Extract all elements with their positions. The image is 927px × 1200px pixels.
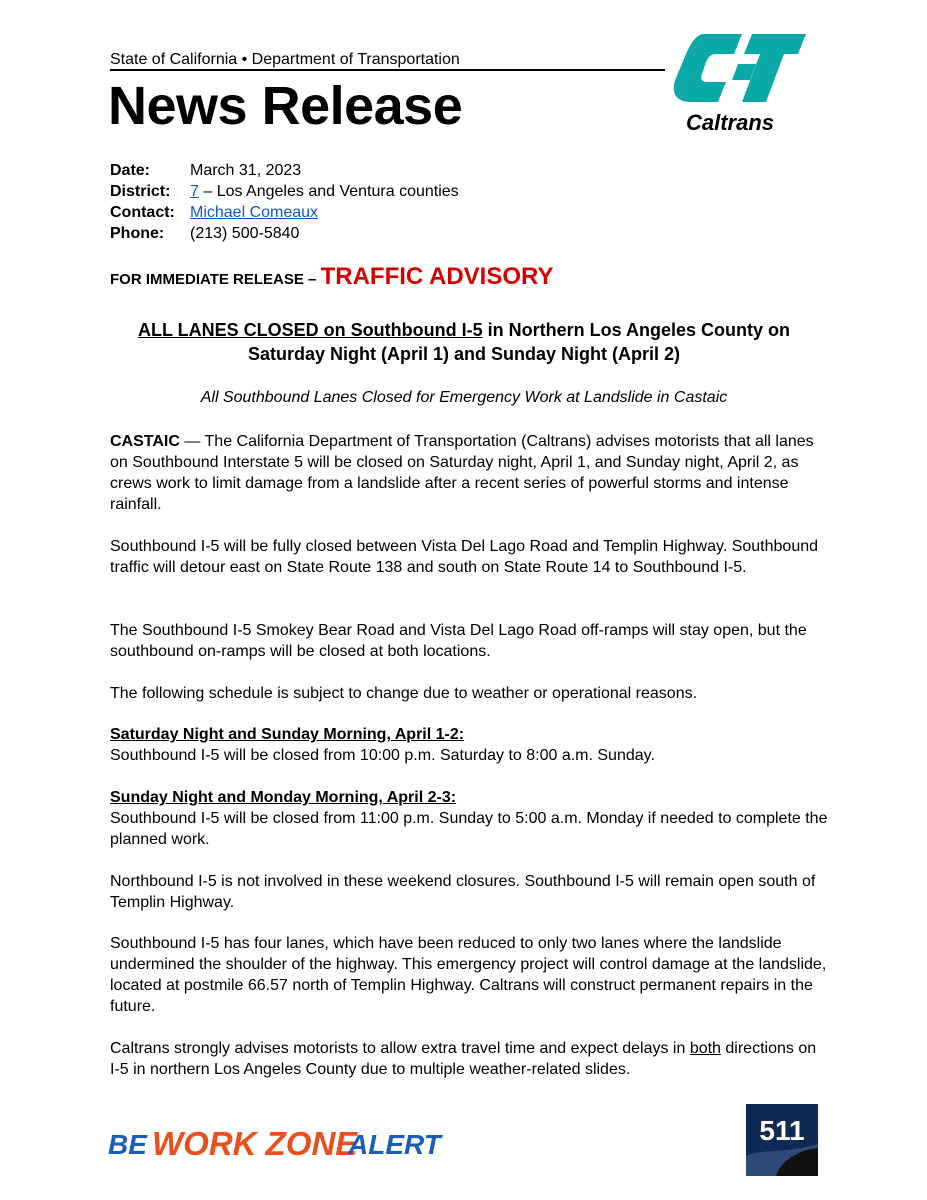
- ct-mark-icon: [674, 34, 806, 102]
- badge-511-text: 511: [759, 1115, 805, 1146]
- caltrans-logo: [672, 28, 812, 138]
- contact-row: [110, 202, 459, 223]
- contact-label: Contact:: [110, 204, 175, 221]
- paragraph-detour: Southbound I-5 will be fully closed between Vista Del Lago Road and Templin Highway. Southbound traffic will detour east on State Route 138 and south on State Route 14 to Southbound I-5.: [110, 538, 819, 576]
- banner-be: BE: [108, 1129, 147, 1160]
- district-link[interactable]: 7: [190, 183, 199, 200]
- release-line: [110, 263, 553, 291]
- advisory-text-a: Caltrans strongly advises motorists to allow extra travel time and expect delays in: [110, 1040, 690, 1057]
- headline-rest: in Northern Los Angeles County on Saturday Night (April 1) and Sunday Night (April 2): [247, 320, 790, 364]
- date-value: March 31, 2023: [190, 162, 302, 179]
- schedule-block-1: [110, 724, 830, 766]
- paragraph-ramps: The Southbound I-5 Smokey Bear Road and Vista Del Lago Road off-ramps will stay open, but the southbound on-ramps will be closed at both locations.: [110, 622, 807, 660]
- header-divider: [110, 69, 665, 71]
- schedule-1-title: Saturday Night and Sunday Morning, April 1-2:: [110, 726, 465, 743]
- paragraph-intro: [110, 431, 830, 515]
- schedule-block-2: [110, 787, 830, 850]
- district-label: District:: [110, 183, 171, 200]
- headline-underlined: ALL LANES CLOSED on Southbound I-5: [138, 320, 483, 340]
- paragraph-advisory: [110, 1038, 830, 1080]
- badge-511-icon: [746, 1104, 818, 1176]
- work-zone-alert-banner: [108, 1122, 448, 1162]
- district-description: – Los Angeles and Ventura counties: [198, 183, 459, 200]
- release-meta: [110, 160, 459, 244]
- advisory-text-both: both: [689, 1040, 721, 1057]
- phone-value: (213) 500-5840: [190, 225, 300, 242]
- paragraph-schedule-note: The following schedule is subject to change due to weather or operational reasons.: [110, 685, 698, 702]
- intro-text: — The California Department of Transportation (Caltrans) advises motorists that all lanes on Southbound Interstate 5 will be closed on Saturday night, April 1, and Sunday night, April 2, as crews work to limit damage from a landslide after a recent series of powerful storms and intense rainfall.: [110, 433, 814, 513]
- district-row: [110, 181, 459, 202]
- schedule-2-text: Southbound I-5 will be closed from 11:00 p.m. Sunday to 5:00 a.m. Monday if needed to complete the planned work.: [110, 810, 828, 848]
- banner-work-zone: WORK ZONE: [152, 1125, 358, 1162]
- banner-alert: ALERT: [348, 1129, 441, 1160]
- traffic-advisory-label: TRAFFIC ADVISORY: [320, 263, 554, 290]
- paragraph-lanes: Southbound I-5 has four lanes, which have been reduced to only two lanes where the landslide undermined the shoulder of the highway. This emergency project will control damage at the landslide, located at postmile 66.57 north of Templin Highway. Caltrans will construct permanent repairs in the future.: [110, 935, 827, 1015]
- phone-row: [110, 223, 459, 244]
- immediate-release-label: FOR IMMEDIATE RELEASE –: [110, 271, 321, 288]
- headline: [110, 318, 818, 366]
- caltrans-wordmark: Caltrans: [686, 110, 775, 135]
- schedule-2-title: Sunday Night and Monday Morning, April 2-3:: [110, 789, 457, 806]
- contact-link[interactable]: Michael Comeaux: [190, 204, 319, 221]
- paragraph-northbound: Northbound I-5 is not involved in these weekend closures. Southbound I-5 will remain open south of Templin Highway.: [110, 873, 816, 911]
- subheadline: All Southbound Lanes Closed for Emergency Work at Landslide in Castaic: [200, 389, 728, 406]
- page-title: News Release: [108, 76, 463, 136]
- agency-line: State of California • Department of Transportation: [110, 51, 460, 68]
- phone-label: Phone:: [110, 225, 165, 242]
- date-row: [110, 160, 459, 181]
- schedule-1-text: Southbound I-5 will be closed from 10:00 p.m. Saturday to 8:00 a.m. Sunday.: [110, 747, 655, 764]
- dateline: CASTAIC: [110, 433, 180, 450]
- date-label: Date:: [110, 162, 151, 179]
- advisory-text-c: directions on I-5 in northern Los Angeles County due to multiple weather-related slides.: [110, 1040, 817, 1078]
